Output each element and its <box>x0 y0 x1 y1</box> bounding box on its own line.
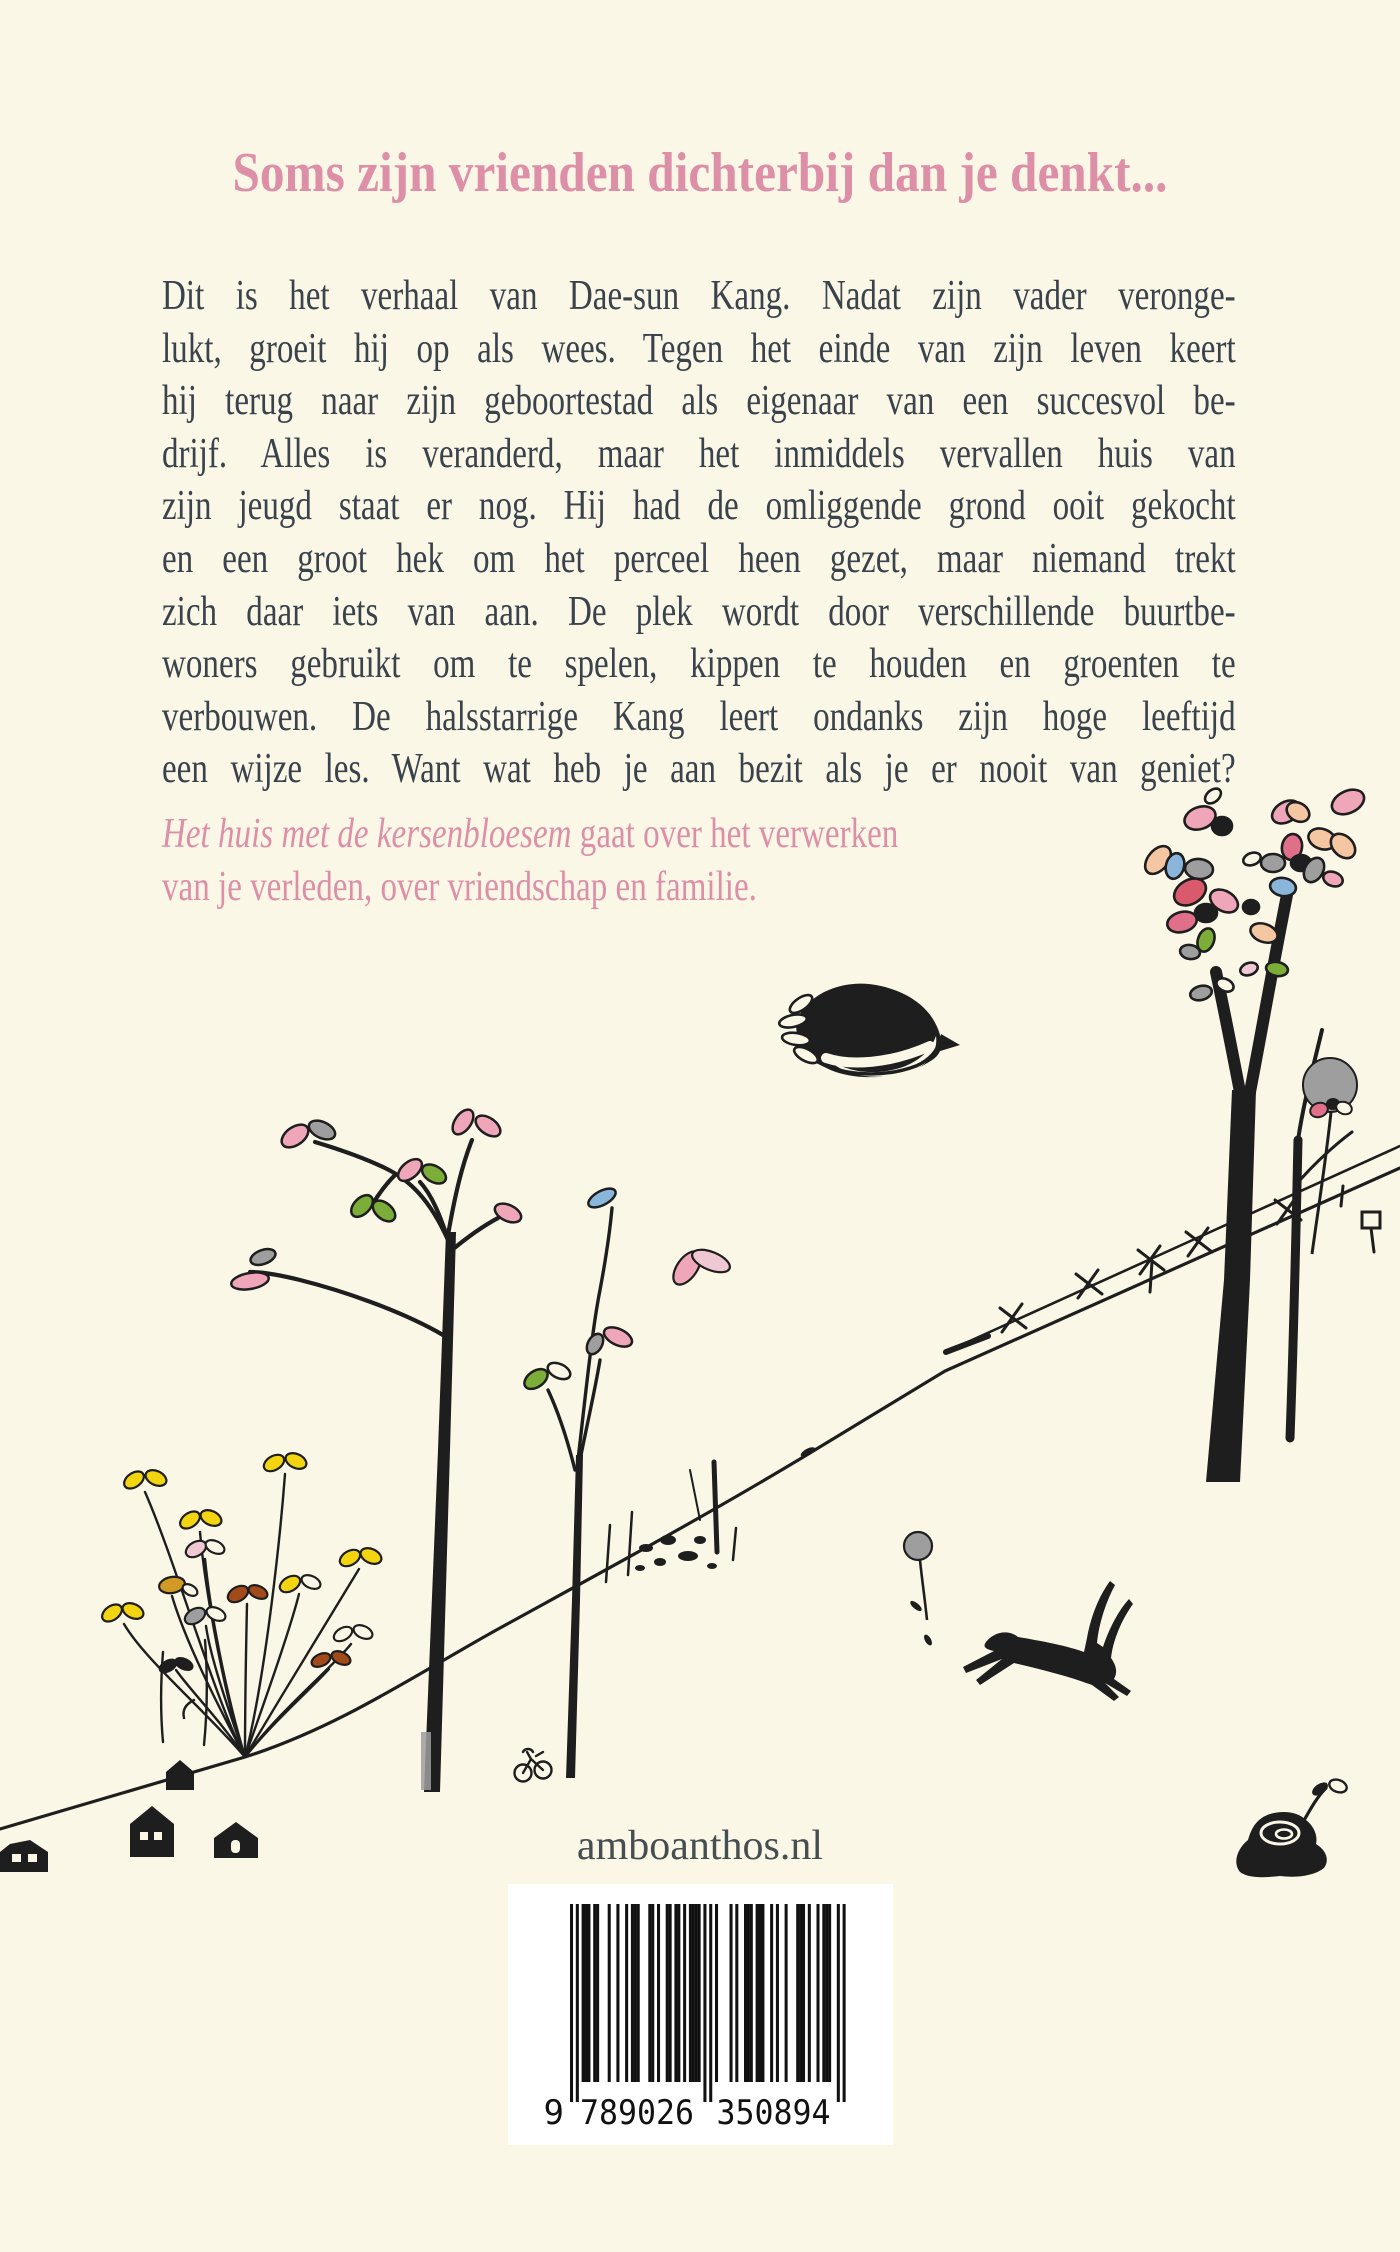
barcode-panel <box>508 1884 893 2145</box>
round-gray-flower <box>1303 1058 1357 1254</box>
highlight-line-2: van je verleden, over vriendschap en familie. <box>162 862 757 910</box>
synopsis-line: een wijze les. Want wat heb je aan bezit als je er nooit van geniet? <box>162 745 1236 793</box>
butterfly-illustration <box>668 1245 733 1289</box>
highlight-paragraph <box>162 808 1236 913</box>
synopsis-line: zijn jeugd staat er nog. Hij had de omliggende grond ooit gekocht <box>162 482 1236 530</box>
diving-bird-illustration <box>778 984 960 1077</box>
barcode-bars <box>570 1904 846 2102</box>
synopsis-line: zich daar iets van aan. De plek wordt door verschillende buurtbe- <box>162 587 1236 635</box>
book-title: Het huis met de kersenbloesem <box>162 810 572 857</box>
budding-tree-illustration <box>230 1106 524 1792</box>
barcode-digits-left: 789026 <box>580 2093 694 2133</box>
synopsis-line: woners gebruikt om te spelen, kippen te houden en groenten te <box>162 640 1236 688</box>
synopsis-line: hij terug naar zijn geboortestad als eigenaar van een succesvol be- <box>162 377 1236 425</box>
synopsis <box>162 270 1236 796</box>
publisher-website: amboanthos.nl <box>576 1823 824 1869</box>
barcode-digits-right: 350894 <box>716 2093 831 2133</box>
pebbles-illustration <box>606 1462 736 1582</box>
tiny-bicycle-illustration <box>515 1749 552 1782</box>
synopsis-line: drijf. Alles is veranderd, maar het inmiddels vervallen huis van <box>162 429 1236 477</box>
highlight-after-title: gaat over het verwerken <box>571 810 899 857</box>
synopsis-line: en een groot hek om het perceel heen gezet, maar niemand trekt <box>162 534 1236 582</box>
synopsis-line: lukt, groeit hij op als wees. Tegen het einde van zijn leven keert <box>162 324 1236 372</box>
barcode-digit-first: 9 <box>543 2093 564 2133</box>
fence-with-barbs-illustration <box>946 1146 1400 1352</box>
dandelion-illustration <box>904 1532 934 1647</box>
leaping-rabbit-illustration <box>963 1581 1133 1701</box>
tagline: Soms zijn vrienden dichterbij dan je denkt... <box>232 142 1168 204</box>
wildflower-stems-illustration <box>99 1450 384 1757</box>
synopsis-line: verbouwen. De halsstarrige Kang leert ondanks zijn hoge leeftijd <box>162 692 1236 740</box>
highlight-line-1 <box>162 808 1236 861</box>
ean-barcode <box>508 1884 893 2145</box>
synopsis-line: Dit is het verhaal van Dae-sun Kang. Nadat zijn vader veronge- <box>162 272 1236 319</box>
small-tree-illustration <box>521 1185 635 1778</box>
